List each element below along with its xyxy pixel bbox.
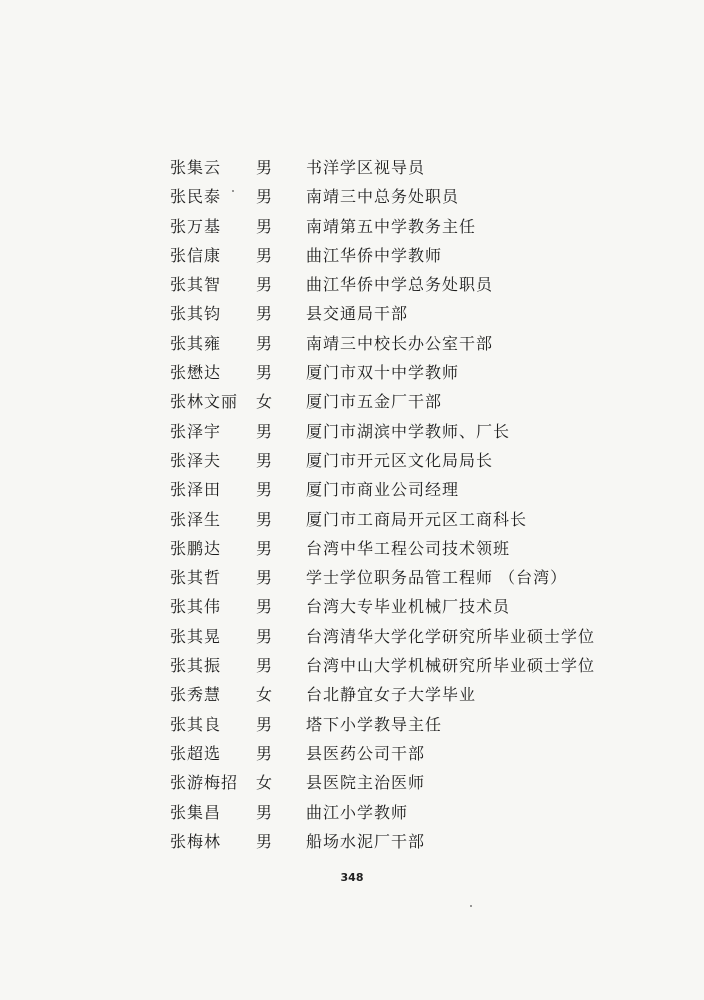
person-occupation: 厦门市开元区文化局局长 <box>306 450 494 470</box>
roster-row <box>170 622 640 651</box>
person-occupation: 县医院主治医师 <box>306 773 426 793</box>
person-gender: 男 <box>256 802 274 822</box>
roster-row <box>170 651 640 680</box>
person-gender: 男 <box>256 275 274 295</box>
person-name: 张其振 <box>170 656 222 676</box>
person-occupation: 南靖三中总务处职员 <box>306 187 460 207</box>
roster-row <box>170 563 640 592</box>
roster-row <box>170 798 640 827</box>
person-name: 张其雍 <box>170 333 222 353</box>
scan-speck <box>470 905 472 907</box>
person-name: 张懋达 <box>170 363 222 383</box>
person-name: 张其伟 <box>170 597 222 617</box>
roster-row <box>170 153 640 182</box>
person-occupation: 曲江小学教师 <box>306 802 409 822</box>
person-gender: 男 <box>256 245 274 265</box>
roster-row <box>170 534 640 563</box>
person-occupation: 县医药公司干部 <box>306 743 426 763</box>
person-gender: 男 <box>256 743 274 763</box>
person-occupation: 学士学位职务品管工程师 （台湾） <box>306 568 568 588</box>
person-occupation: 厦门市湖滨中学教师、厂长 <box>306 421 511 441</box>
person-occupation: 台湾清华大学化学研究所毕业硕士学位 <box>306 626 596 646</box>
person-occupation: 厦门市工商局开元区工商科长 <box>306 509 528 529</box>
roster-row <box>170 417 640 446</box>
person-gender: 男 <box>256 656 274 676</box>
roster-row <box>170 592 640 621</box>
person-name: 张林文丽 <box>170 392 239 412</box>
person-gender: 男 <box>256 363 274 383</box>
person-occupation: 书洋学区视导员 <box>306 158 426 177</box>
roster-row <box>170 710 640 739</box>
person-name: 张泽夫 <box>170 450 222 470</box>
person-gender: 男 <box>256 538 274 558</box>
person-name: 张超选 <box>170 743 222 763</box>
person-gender: 男 <box>256 714 274 734</box>
roster-row <box>170 358 640 387</box>
roster-row <box>170 182 640 211</box>
person-occupation: 厦门市商业公司经理 <box>306 480 460 500</box>
person-occupation: 台湾大专毕业机械厂技术员 <box>306 597 511 617</box>
person-gender: 男 <box>256 304 274 324</box>
person-name: 张其钧 <box>170 304 222 324</box>
person-occupation: 台湾中山大学机械研究所毕业硕士学位 <box>306 656 596 676</box>
person-gender: 男 <box>256 597 274 617</box>
person-name: 张信康 <box>170 245 222 265</box>
person-gender: 女 <box>256 685 274 705</box>
scan-speck <box>232 190 234 192</box>
person-gender: 男 <box>256 626 274 646</box>
person-name: 张民泰 <box>170 187 222 207</box>
person-gender: 男 <box>256 450 274 470</box>
person-name: 张集云 <box>170 158 222 177</box>
person-gender: 男 <box>256 158 274 177</box>
person-gender: 男 <box>256 509 274 529</box>
person-name: 张游梅招 <box>170 773 239 793</box>
person-occupation: 台北静宜女子大学毕业 <box>306 685 477 705</box>
person-name: 张泽生 <box>170 509 222 529</box>
person-name: 张其晃 <box>170 626 222 646</box>
person-occupation: 曲江华侨中学教师 <box>306 245 443 265</box>
person-occupation: 南靖第五中学教务主任 <box>306 216 477 236</box>
person-gender: 男 <box>256 187 274 207</box>
person-occupation: 厦门市五金厂干部 <box>306 392 443 412</box>
person-gender: 男 <box>256 333 274 353</box>
page-number: 348 <box>340 871 364 884</box>
person-gender: 男 <box>256 568 274 588</box>
person-occupation: 厦门市双十中学教师 <box>306 363 460 383</box>
person-name: 张梅林 <box>170 831 222 851</box>
person-name: 张秀慧 <box>170 685 222 705</box>
person-occupation: 塔下小学教导主任 <box>306 714 443 734</box>
person-name: 张其哲 <box>170 568 222 588</box>
roster-row <box>170 241 640 270</box>
person-name: 张其良 <box>170 714 222 734</box>
person-occupation: 曲江华侨中学总务处职员 <box>306 275 494 295</box>
person-name: 张其智 <box>170 275 222 295</box>
person-occupation: 南靖三中校长办公室干部 <box>306 333 494 353</box>
person-name: 张泽田 <box>170 480 222 500</box>
person-name: 张鹏达 <box>170 538 222 558</box>
person-gender: 女 <box>256 392 274 412</box>
person-gender: 男 <box>256 216 274 236</box>
roster-row <box>170 387 640 416</box>
roster-row <box>170 299 640 328</box>
person-name: 张泽宇 <box>170 421 222 441</box>
person-occupation: 台湾中华工程公司技术领班 <box>306 538 511 558</box>
roster-row <box>170 505 640 534</box>
person-gender: 女 <box>256 773 274 793</box>
person-gender: 男 <box>256 831 274 851</box>
roster-row <box>170 270 640 299</box>
person-name: 张集昌 <box>170 802 222 822</box>
roster-row <box>170 446 640 475</box>
person-roster <box>170 153 640 856</box>
roster-row <box>170 827 640 856</box>
person-occupation: 县交通局干部 <box>306 304 409 324</box>
person-occupation: 船场水泥厂干部 <box>306 831 426 851</box>
roster-row <box>170 475 640 504</box>
person-gender: 男 <box>256 480 274 500</box>
roster-row <box>170 680 640 709</box>
roster-row <box>170 329 640 358</box>
roster-row <box>170 768 640 797</box>
person-name: 张万基 <box>170 216 222 236</box>
person-gender: 男 <box>256 421 274 441</box>
roster-row <box>170 739 640 768</box>
roster-row <box>170 212 640 241</box>
